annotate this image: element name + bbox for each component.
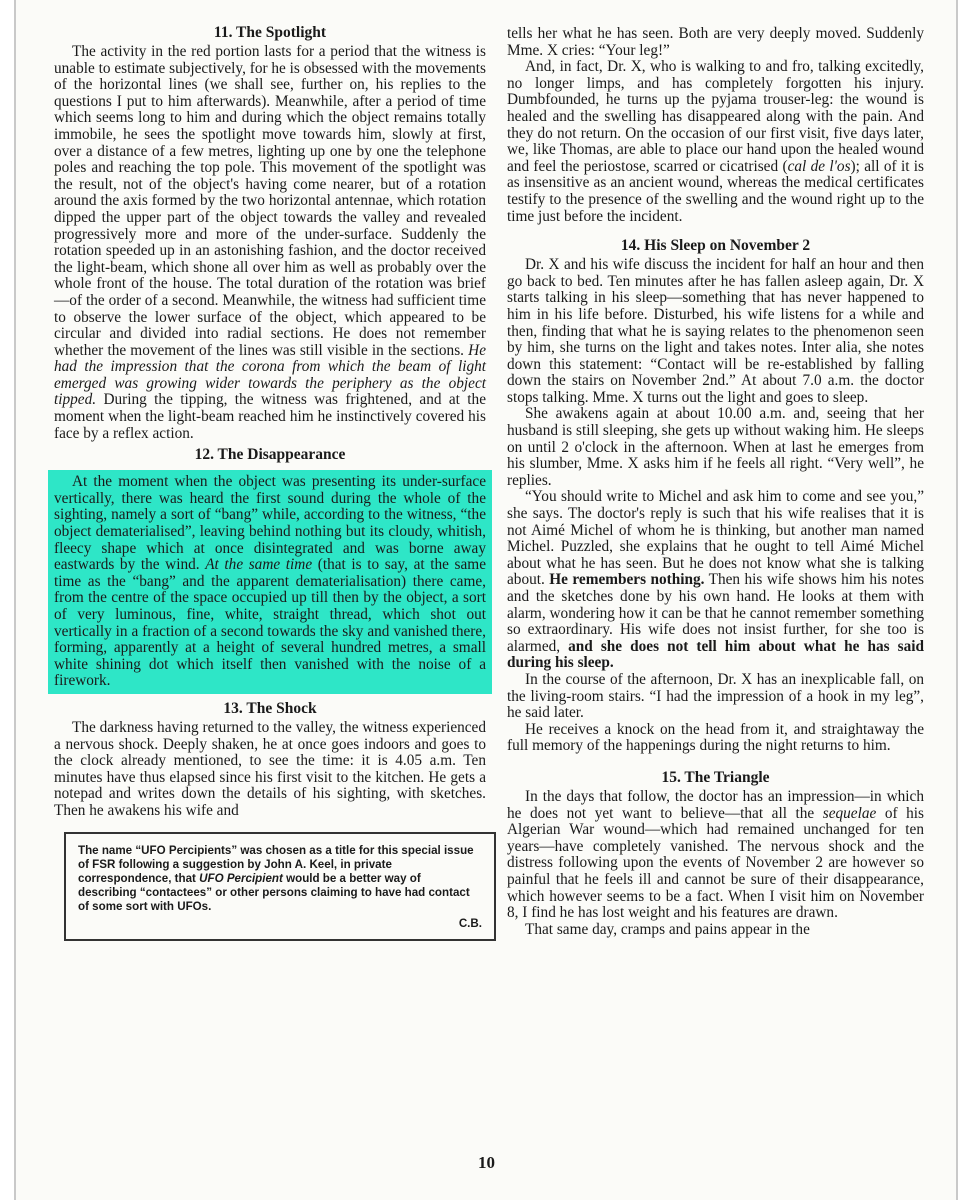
italic-run: sequelae xyxy=(822,804,877,822)
paragraph-leg-healed xyxy=(507,59,924,225)
italic-run: He had the impression that the corona from which the beam of light emerged was growing wider towards the periphery as the object tipped. xyxy=(54,341,486,409)
paragraph-sleep-2: She awakens again at about 10.00 a.m. and, seeing that her husband is still sleeping, she gets up without waking him. He sleeps on until 2 o'clock in the afternoon. When at last he emerges from his slumber, Mme. X asks him if he feels all right. “Very well”, he replies. xyxy=(507,405,924,489)
paragraph-triangle-2: That same day, cramps and pains appear in the xyxy=(525,920,810,938)
text-run: Then his wife shows him his notes and the sketches done by his own hand. He looks at them with alarm, wondering how it can be that he cannot remember something so extraordinary. His wife does not insist further, for she too is alarmed, xyxy=(507,571,924,655)
section-title-shock: 13. The Shock xyxy=(223,699,317,717)
italic-run: At the same time xyxy=(205,556,313,574)
text-run: The name “UFO Percipients” was chosen as a title for this special issue of FSR following a suggestion by John A. Keel, in private correspondence, that xyxy=(78,843,474,885)
text-run: In the days that follow, the doctor has an impression—in which he does not yet want to believe—that all the xyxy=(507,787,924,822)
paragraph-sleep-4: In the course of the afternoon, Dr. X has an inexplicable fall, on the living-room stairs. “I had the impression of a hook in my leg”, he said later. xyxy=(507,670,924,722)
highlighted-passage xyxy=(48,470,492,694)
paragraph-sleep-3 xyxy=(507,489,924,672)
text-run: ); all of it is as insensitive as an ancient wound, whereas the medical certificates testify to the presence of the swelling and the wound right up to the time just before the incident. xyxy=(507,157,924,225)
left-column xyxy=(54,20,486,941)
page-number: 10 xyxy=(478,1153,495,1172)
section-title-triangle: 15. The Triangle xyxy=(661,768,770,786)
paragraph-sleep-1: Dr. X and his wife discuss the incident for half an hour and then go back to bed. Ten minutes after he has fallen asleep again, Dr. X starts talking in his sleep—something that has never happened to him in his life before. Disturbed, his wife listens for a while and then, finding that what he is saying relates to the phenomenon seen by him, she turns on the light and takes notes. Inter alia, she notes down this statement: “Contact will be re-established by falling down the stairs on November 2nd.” At about 7.0 a.m. the doctor stops talking. Mme. X turns out the light and goes to sleep. xyxy=(507,256,924,406)
text-run: At the moment when the object was presenting its under-surface vertically, there was heard the first sound during the whole of the sighting, namely a sort of “bang” while, according to the witness, “the object dematerialised”, leaving behind nothing but its cloudy, whitish, fleecy shape which at once disintegrated and was borne away eastwards by the wind. xyxy=(54,473,486,574)
section-title-sleep: 14. His Sleep on November 2 xyxy=(620,237,811,255)
magazine-page xyxy=(14,0,958,1200)
text-run: of his Algerian War wound—which had remained unchanged for ten years—have completely vanished. The nervous shock and the distress following upon the events of November 2 are however so painful that he feels ill and cannot be sure of their disappearance, which however seems to be a fact. When I visit him on November 8, I find he has lost weight and his features are drawn. xyxy=(507,804,924,922)
text-run: And, in fact, Dr. X, who is walking to and fro, talking excitedly, no longer limps, and has completely forgotten his injury. Dumbfounded, he turns up the pyjama trouser-leg: the wound is healed and the swelling has disappeared along with the pain. And they do not return. On the occasion of our first visit, five days later, we, like Thomas, are able to place our hand upon the healed wound and feel the periostose, scarred or cicatrised ( xyxy=(507,58,924,175)
bold-run: He remembers nothing. xyxy=(549,571,705,589)
bold-run: and she does not tell him about what he has said during his sleep. xyxy=(507,637,924,672)
editor-note-text xyxy=(78,844,482,915)
right-column xyxy=(507,26,924,938)
paragraph-sleep-5: He receives a knock on the head from it, and straightaway the full memory of the happenings during the night returns to him. xyxy=(507,720,924,755)
paragraph-spotlight xyxy=(54,44,486,442)
section-title-spotlight: 11. The Spotlight xyxy=(213,24,327,41)
section-title-disappearance: 12. The Disappearance xyxy=(194,446,346,464)
text-run: The activity in the red portion lasts for a period that the witness is unable to estimate subjectively, for he is obsessed with the movements of the horizontal lines (we shall see, further on, his replies to the questions I put to him afterwards). Meanwhile, after a period of time which seems long to him and during which the object remains totally immobile, he sees the spotlight move towards him, slowly at first, over a distance of a few metres, lighting up one by one the telephone poles and reaching the top pole. This movement of the spotlight was the result, not of the object's having come nearer, but of a rotation around the axis formed by the two horizontal antennae, which rotation dipped the upper part of the object towards the valley and revealed progressively more and more of the under-surface. Suddenly the rotation speeded up in an astonishing fashion, and the doctor received the light-beam, which shone all over him as well as probably over the whole front of the house. The total duration of the rotation was brief—of the order of a second. Meanwhile, the witness had sufficient time to observe the lower surface of the object, which appeared to be circular and divided into radial sections. He does not remember whether the movement of the lines was still visible in the sections. xyxy=(54,43,486,359)
paragraph-continuation: tells her what he has seen. Both are very deeply moved. Suddenly Mme. X cries: “Your leg!” xyxy=(507,25,924,59)
text-run: (that is to say, at the same time as the “bang” and the apparent dematerialisation) there came, from the centre of the space occupied up till then by the object, a sort of very luminous, fine, white, straight thread, which shot out vertically in a fraction of a second towards the sky and vanished there, forming, apparently at a height of several hundred metres, a small white shining dot which itself then vanished with the noise of a firework. xyxy=(54,556,486,690)
paragraph-disappearance xyxy=(54,474,486,690)
paragraph-shock: The darkness having returned to the valley, the witness experienced a nervous shock. Deeply shaken, he at once goes indoors and goes to the clock already mentioned, to see the time: it is 4.05 a.m. Ten minutes have thus elapsed since his first visit to the kitchen. He gets a notepad and writes down the details of his sighting, with sketches. Then he awakens his wife and xyxy=(54,718,486,819)
text-run: “You should write to Michel and ask him to come and see you,” she says. The doctor's reply is such that his wife realises that it is not Aimé Michel of whom he is thinking, but another man named Michel. Puzzled, she explains that he ought to tell Aimé Michel about what he has seen. But he does not know what she is talking about. xyxy=(507,488,924,589)
italic-run: UFO Percipient xyxy=(199,871,283,885)
editor-signature: C.B. xyxy=(458,916,482,930)
paragraph-triangle-1 xyxy=(507,789,924,922)
text-run: would be a better way of describing “contactees” or other persons claiming to have had contact of some sort with UFOs. xyxy=(78,871,470,914)
text-run: During the tipping, the witness was frightened, and at the moment when the light-beam reached him he instinctively covered his face by a reflex action. xyxy=(54,391,486,442)
italic-run: cal de l'os xyxy=(787,157,851,175)
editor-note-box xyxy=(64,832,496,941)
